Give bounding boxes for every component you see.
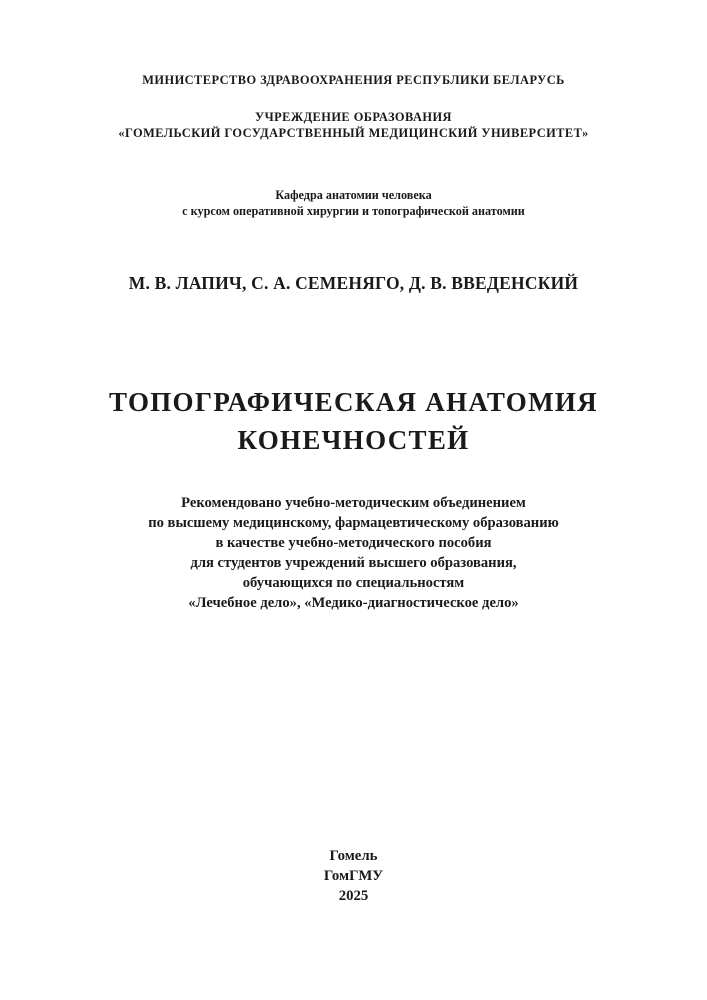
recommendation-line: «Лечебное дело», «Медико-диагностическое дело» [188,595,519,611]
ministry-name: МИНИСТЕРСТВО ЗДРАВООХРАНЕНИЯ РЕСПУБЛИКИ БЕЛАРУСЬ [142,73,565,87]
recommendation-line: в качестве учебно-методического пособия [215,535,492,551]
book-title-line-1: ТОПОГРАФИЧЕСКАЯ АНАТОМИЯ [109,387,598,417]
recommendation-line: Рекомендовано учебно-методическим объединением [181,495,526,511]
recommendation-line: по высшему медицинскому, фармацевтическому образованию [148,515,559,531]
recommendation-line: для студентов учреждений высшего образования, [190,555,517,571]
book-title-line-2: КОНЕЧНОСТЕЙ [237,425,470,455]
authors: М. В. ЛАПИЧ, С. А. СЕМЕНЯГО, Д. В. ВВЕДЕНСКИЙ [128,273,579,293]
imprint-year: 2025 [338,888,369,904]
recommendation-line: обучающихся по специальностям [242,575,465,591]
imprint-publisher: ГомГМУ [323,868,384,884]
department-course: с курсом оперативной хирургии и топографической анатомии [182,204,525,218]
imprint-city: Гомель [329,848,378,864]
department-name: Кафедра анатомии человека [275,188,432,202]
institution-name: «ГОМЕЛЬСКИЙ ГОСУДАРСТВЕННЫЙ МЕДИЦИНСКИЙ УНИВЕРСИТЕТ» [118,126,589,140]
institution-type: УЧРЕЖДЕНИЕ ОБРАЗОВАНИЯ [255,110,452,124]
